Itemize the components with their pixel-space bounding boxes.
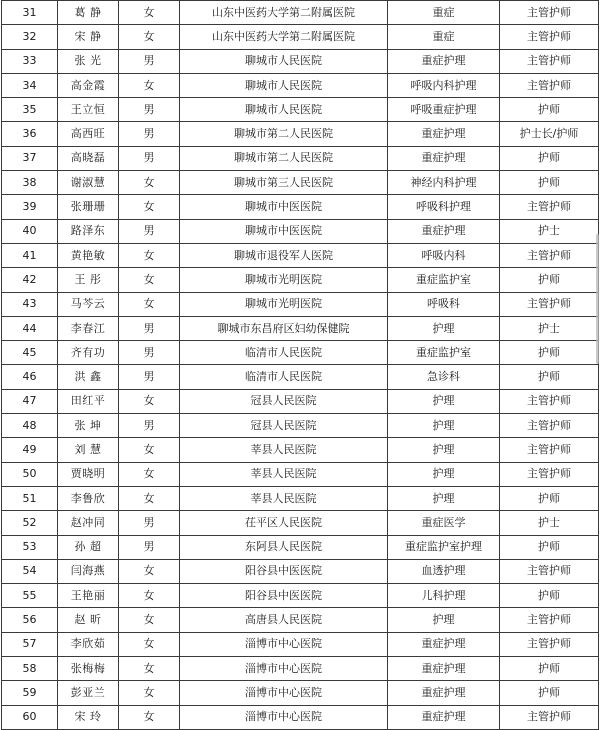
specialty-cell: 血透护理	[388, 559, 500, 583]
row-number-cell: 31	[2, 1, 58, 25]
sex-cell: 女	[119, 608, 180, 632]
row-number-cell: 49	[2, 438, 58, 462]
name-cell: 王立恒	[58, 98, 119, 122]
job-title-cell: 主管护师	[500, 243, 599, 267]
hospital-cell: 淄博市中心医院	[180, 632, 388, 656]
hospital-cell: 淄博市中心医院	[180, 681, 388, 705]
row-number-cell: 46	[2, 365, 58, 389]
job-title-cell: 主管护师	[500, 438, 599, 462]
row-number-cell: 45	[2, 341, 58, 365]
specialty-cell: 重症	[388, 1, 500, 25]
hospital-cell: 聊城市光明医院	[180, 268, 388, 292]
hospital-cell: 聊城市中医医院	[180, 219, 388, 243]
sex-cell: 女	[119, 73, 180, 97]
sex-cell: 男	[119, 341, 180, 365]
name-cell: 谢淑慧	[58, 171, 119, 195]
sex-cell: 女	[119, 462, 180, 486]
table-row	[2, 146, 599, 170]
sex-cell: 男	[119, 316, 180, 340]
specialty-cell: 呼吸内科护理	[388, 73, 500, 97]
hospital-cell: 淄博市中心医院	[180, 657, 388, 681]
table-row	[2, 98, 599, 122]
hospital-cell: 聊城市中医医院	[180, 195, 388, 219]
table-row	[2, 414, 599, 438]
name-cell: 路泽东	[58, 219, 119, 243]
sex-cell: 女	[119, 559, 180, 583]
name-cell: 高金霞	[58, 73, 119, 97]
row-number-cell: 37	[2, 146, 58, 170]
row-number-cell: 48	[2, 414, 58, 438]
hospital-cell: 阳谷县中医医院	[180, 584, 388, 608]
specialty-cell: 重症护理	[388, 122, 500, 146]
name-cell: 黄艳敏	[58, 243, 119, 267]
name-cell: 齐有功	[58, 341, 119, 365]
table-row	[2, 292, 599, 316]
table-row	[2, 511, 599, 535]
specialty-cell: 护理	[388, 608, 500, 632]
specialty-cell: 呼吸科护理	[388, 195, 500, 219]
name-cell: 贾晓明	[58, 462, 119, 486]
specialty-cell: 重症护理	[388, 681, 500, 705]
table-row	[2, 219, 599, 243]
sex-cell: 男	[119, 535, 180, 559]
table-row	[2, 632, 599, 656]
sex-cell: 女	[119, 705, 180, 729]
job-title-cell: 护师	[500, 341, 599, 365]
sex-cell: 女	[119, 389, 180, 413]
job-title-cell: 主管护师	[500, 195, 599, 219]
sex-cell: 男	[119, 122, 180, 146]
job-title-cell: 护师	[500, 535, 599, 559]
name-cell: 赵 昕	[58, 608, 119, 632]
specialty-cell: 护理	[388, 462, 500, 486]
row-number-cell: 34	[2, 73, 58, 97]
table-row	[2, 195, 599, 219]
job-title-cell: 护师	[500, 584, 599, 608]
name-cell: 葛 静	[58, 1, 119, 25]
row-number-cell: 41	[2, 243, 58, 267]
row-number-cell: 38	[2, 171, 58, 195]
sex-cell: 女	[119, 486, 180, 510]
hospital-cell: 聊城市光明医院	[180, 292, 388, 316]
job-title-cell: 主管护师	[500, 49, 599, 73]
job-title-cell: 护师	[500, 486, 599, 510]
table-row	[2, 49, 599, 73]
personnel-table	[1, 0, 599, 730]
sex-cell: 女	[119, 584, 180, 608]
row-number-cell: 32	[2, 25, 58, 49]
row-number-cell: 59	[2, 681, 58, 705]
name-cell: 宋 静	[58, 25, 119, 49]
hospital-cell: 临清市人民医院	[180, 365, 388, 389]
row-number-cell: 42	[2, 268, 58, 292]
hospital-cell: 冠县人民医院	[180, 389, 388, 413]
specialty-cell: 护理	[388, 414, 500, 438]
table-row	[2, 462, 599, 486]
specialty-cell: 重症	[388, 25, 500, 49]
sex-cell: 女	[119, 1, 180, 25]
row-number-cell: 51	[2, 486, 58, 510]
row-number-cell: 53	[2, 535, 58, 559]
row-number-cell: 47	[2, 389, 58, 413]
name-cell: 王艳丽	[58, 584, 119, 608]
specialty-cell: 护理	[388, 486, 500, 510]
table-row	[2, 438, 599, 462]
hospital-cell: 东阿县人民医院	[180, 535, 388, 559]
row-number-cell: 36	[2, 122, 58, 146]
job-title-cell: 主管护师	[500, 632, 599, 656]
job-title-cell: 护士	[500, 316, 599, 340]
job-title-cell: 主管护师	[500, 559, 599, 583]
specialty-cell: 呼吸内科	[388, 243, 500, 267]
job-title-cell: 护师	[500, 268, 599, 292]
job-title-cell: 护师	[500, 365, 599, 389]
hospital-cell: 淄博市中心医院	[180, 705, 388, 729]
job-title-cell: 主管护师	[500, 705, 599, 729]
row-number-cell: 50	[2, 462, 58, 486]
table-row	[2, 1, 599, 25]
specialty-cell: 护理	[388, 389, 500, 413]
name-cell: 高晓磊	[58, 146, 119, 170]
specialty-cell: 重症监护室	[388, 268, 500, 292]
row-number-cell: 54	[2, 559, 58, 583]
hospital-cell: 聊城市人民医院	[180, 98, 388, 122]
specialty-cell: 儿科护理	[388, 584, 500, 608]
sex-cell: 女	[119, 438, 180, 462]
hospital-cell: 莘县人民医院	[180, 486, 388, 510]
job-title-cell: 护士	[500, 511, 599, 535]
specialty-cell: 重症监护室	[388, 341, 500, 365]
name-cell: 张梅梅	[58, 657, 119, 681]
job-title-cell: 护师	[500, 146, 599, 170]
hospital-cell: 聊城市人民医院	[180, 49, 388, 73]
row-number-cell: 39	[2, 195, 58, 219]
table-row	[2, 122, 599, 146]
row-number-cell: 52	[2, 511, 58, 535]
scrollbar[interactable]	[596, 234, 599, 364]
row-number-cell: 43	[2, 292, 58, 316]
personnel-table-body	[2, 1, 599, 730]
row-number-cell: 60	[2, 705, 58, 729]
table-row	[2, 365, 599, 389]
hospital-cell: 冠县人民医院	[180, 414, 388, 438]
hospital-cell: 莘县人民医院	[180, 438, 388, 462]
name-cell: 马芩云	[58, 292, 119, 316]
hospital-cell: 莘县人民医院	[180, 462, 388, 486]
table-row	[2, 341, 599, 365]
row-number-cell: 40	[2, 219, 58, 243]
sex-cell: 男	[119, 49, 180, 73]
sex-cell: 女	[119, 195, 180, 219]
name-cell: 田红平	[58, 389, 119, 413]
row-number-cell: 33	[2, 49, 58, 73]
name-cell: 张 光	[58, 49, 119, 73]
job-title-cell: 主管护师	[500, 292, 599, 316]
name-cell: 闫海燕	[58, 559, 119, 583]
row-number-cell: 56	[2, 608, 58, 632]
specialty-cell: 护理	[388, 438, 500, 462]
hospital-cell: 山东中医药大学第二附属医院	[180, 1, 388, 25]
table-row	[2, 268, 599, 292]
specialty-cell: 重症医学	[388, 511, 500, 535]
table-row	[2, 25, 599, 49]
hospital-cell: 聊城市第二人民医院	[180, 122, 388, 146]
sex-cell: 女	[119, 681, 180, 705]
table-row	[2, 486, 599, 510]
job-title-cell: 主管护师	[500, 462, 599, 486]
job-title-cell: 护师	[500, 98, 599, 122]
name-cell: 孙 超	[58, 535, 119, 559]
specialty-cell: 护理	[388, 316, 500, 340]
job-title-cell: 护师	[500, 171, 599, 195]
name-cell: 赵冲同	[58, 511, 119, 535]
table-row	[2, 657, 599, 681]
hospital-cell: 聊城市退役军人医院	[180, 243, 388, 267]
hospital-cell: 茌平区人民医院	[180, 511, 388, 535]
table-row	[2, 608, 599, 632]
table-row	[2, 705, 599, 729]
sex-cell: 男	[119, 146, 180, 170]
sex-cell: 男	[119, 365, 180, 389]
hospital-cell: 高唐县人民医院	[180, 608, 388, 632]
sex-cell: 女	[119, 292, 180, 316]
hospital-cell: 聊城市东昌府区妇幼保健院	[180, 316, 388, 340]
sex-cell: 女	[119, 243, 180, 267]
job-title-cell: 主管护师	[500, 389, 599, 413]
table-row	[2, 535, 599, 559]
specialty-cell: 重症护理	[388, 632, 500, 656]
job-title-cell: 护士长/护师	[500, 122, 599, 146]
job-title-cell: 主管护师	[500, 414, 599, 438]
specialty-cell: 急诊科	[388, 365, 500, 389]
table-row	[2, 73, 599, 97]
sex-cell: 男	[119, 98, 180, 122]
row-number-cell: 58	[2, 657, 58, 681]
table-row	[2, 243, 599, 267]
sex-cell: 女	[119, 25, 180, 49]
name-cell: 李鲁欣	[58, 486, 119, 510]
table-row	[2, 389, 599, 413]
table-row	[2, 584, 599, 608]
hospital-cell: 聊城市第三人民医院	[180, 171, 388, 195]
sex-cell: 男	[119, 414, 180, 438]
name-cell: 张 坤	[58, 414, 119, 438]
specialty-cell: 重症监护室护理	[388, 535, 500, 559]
job-title-cell: 护师	[500, 657, 599, 681]
sex-cell: 女	[119, 171, 180, 195]
sex-cell: 男	[119, 219, 180, 243]
row-number-cell: 44	[2, 316, 58, 340]
job-title-cell: 主管护师	[500, 25, 599, 49]
name-cell: 洪 鑫	[58, 365, 119, 389]
name-cell: 宋 玲	[58, 705, 119, 729]
table-row	[2, 171, 599, 195]
name-cell: 彭亚兰	[58, 681, 119, 705]
row-number-cell: 55	[2, 584, 58, 608]
name-cell: 李欣茹	[58, 632, 119, 656]
specialty-cell: 重症护理	[388, 219, 500, 243]
table-row	[2, 559, 599, 583]
specialty-cell: 重症护理	[388, 49, 500, 73]
name-cell: 高西旺	[58, 122, 119, 146]
sex-cell: 女	[119, 657, 180, 681]
job-title-cell: 主管护师	[500, 73, 599, 97]
name-cell: 张珊珊	[58, 195, 119, 219]
specialty-cell: 重症护理	[388, 705, 500, 729]
specialty-cell: 呼吸科	[388, 292, 500, 316]
table-row	[2, 316, 599, 340]
job-title-cell: 护士	[500, 219, 599, 243]
job-title-cell: 主管护师	[500, 1, 599, 25]
specialty-cell: 神经内科护理	[388, 171, 500, 195]
row-number-cell: 57	[2, 632, 58, 656]
table-row	[2, 681, 599, 705]
job-title-cell: 主管护师	[500, 608, 599, 632]
sex-cell: 女	[119, 632, 180, 656]
job-title-cell: 护师	[500, 681, 599, 705]
specialty-cell: 重症护理	[388, 146, 500, 170]
name-cell: 李春江	[58, 316, 119, 340]
sex-cell: 女	[119, 268, 180, 292]
name-cell: 王 彤	[58, 268, 119, 292]
hospital-cell: 阳谷县中医医院	[180, 559, 388, 583]
hospital-cell: 聊城市人民医院	[180, 73, 388, 97]
specialty-cell: 重症护理	[388, 657, 500, 681]
sex-cell: 男	[119, 511, 180, 535]
hospital-cell: 临清市人民医院	[180, 341, 388, 365]
row-number-cell: 35	[2, 98, 58, 122]
specialty-cell: 呼吸重症护理	[388, 98, 500, 122]
hospital-cell: 聊城市第二人民医院	[180, 146, 388, 170]
name-cell: 刘 慧	[58, 438, 119, 462]
hospital-cell: 山东中医药大学第二附属医院	[180, 25, 388, 49]
